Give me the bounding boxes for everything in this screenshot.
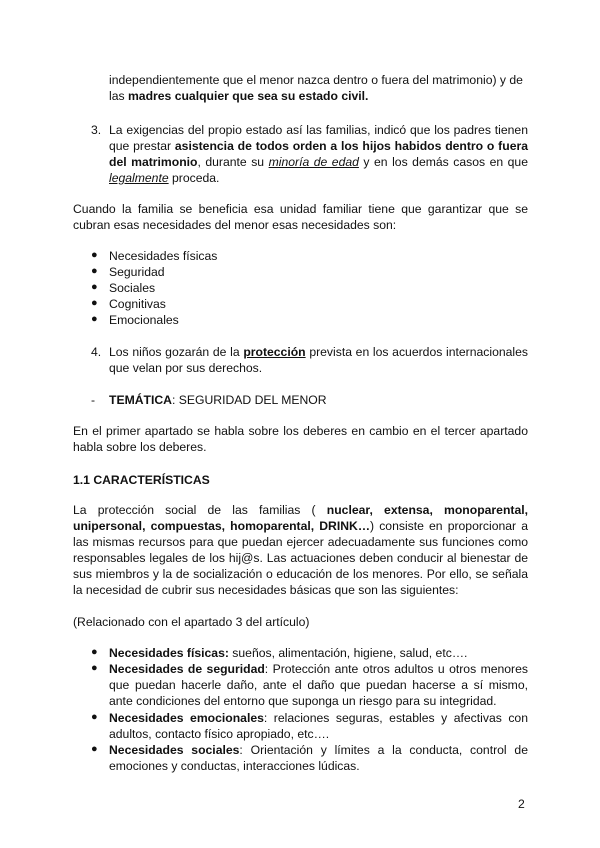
bullet-icon: ●	[91, 743, 98, 755]
dash-marker: -	[91, 393, 96, 407]
needs-detail-text: : Protección ante otros adultos u otros menores que puedan hacerle daño, ante el daño que puedan hacerse a sí mismo, ante condiciones del entorno que suponga un riesgo para su integridad.	[109, 662, 528, 708]
needs-detail-label: Necesidades físicas:	[109, 646, 229, 660]
item4-text-1: Los niños gozarán de la	[109, 345, 244, 359]
item3-text	[109, 122, 528, 186]
item3-italic-minoria: minoría de edad	[268, 155, 359, 169]
needs-detail-text: : Orientación y límites a la conducta, control de emociones y conductas, interacciones lúdicas.	[109, 743, 528, 773]
list-item: Seguridad	[109, 265, 165, 279]
item4-text	[109, 344, 528, 376]
paragraph-primer: En el primer apartado se habla sobre los deberes en cambio en el tercer apartado habla sobre los deberes.	[73, 424, 528, 454]
tematica-text: : SEGURIDAD DEL MENOR	[171, 393, 327, 407]
needs-detail-text: sueños, alimentación, higiene, salud, etc….	[228, 646, 468, 660]
paragraph-relacionado: (Relacionado con el apartado 3 del artículo)	[73, 615, 310, 629]
item4-number: 4.	[91, 345, 102, 359]
bullet-icon: ●	[91, 646, 98, 658]
needs-detail-label: Necesidades de seguridad	[109, 662, 265, 676]
bullet-icon: ●	[91, 249, 98, 261]
needs-detail-label: Necesidades emocionales	[109, 711, 264, 725]
list-item: Emocionales	[109, 313, 179, 327]
needs-detail-text: : relaciones seguras, estables y afectivas con adultos, contacto físico apropiado, etc….	[109, 711, 528, 741]
section-heading: 1.1 CARACTERÍSTICAS	[73, 473, 210, 487]
needs-detail-item	[109, 710, 528, 742]
list-item: Sociales	[109, 281, 156, 295]
tematica-label: TEMÁTICA	[109, 393, 172, 407]
page-number: 2	[518, 797, 525, 811]
item3-text-4: proceda.	[168, 171, 220, 185]
item2-line1: independientemente que el menor nazca dentro o fuera del matrimonio) y de	[109, 73, 523, 87]
item3-text-2: , durante su	[197, 155, 269, 169]
proteccion-text-2: ) consiste en proporcionar a las mismas recursos para que puedan ejercer adecuadamente sus funciones como responsables legales de los hij@s. Las actuaciones deben conducir al bienestar de sus miembros y la de socialización o educación de los menores. Por ello, se señala la necesidad de cubrir sus necesidades básicas que son las siguientes:	[73, 519, 529, 597]
bullet-icon: ●	[91, 313, 98, 325]
item2-continuation	[109, 72, 528, 104]
bullet-icon: ●	[91, 662, 98, 674]
needs-detail-label: Necesidades sociales	[109, 743, 240, 757]
needs-detail-item	[109, 742, 528, 774]
proteccion-bold: nuclear, extensa, monoparental, unipersonal, compuestas, homoparental, DRINK…	[73, 503, 528, 533]
needs-detail-item	[109, 661, 528, 709]
item3-text-3: y en los demás casos en que	[358, 155, 528, 169]
item3-bold: asistencia de todos orden a los hijos habidos dentro o fuera del matrimonio	[109, 139, 528, 169]
tematica-line	[109, 392, 327, 408]
item3-number: 3.	[91, 123, 102, 137]
paragraph-cuando: Cuando la familia se beneficia esa unidad familiar tiene que garantizar que se cubran esas necesidades del menor esas necesidades son:	[73, 202, 528, 232]
bullet-icon: ●	[91, 297, 98, 309]
item4-bold-underline: protección	[243, 345, 306, 359]
item2-line2-prefix: las	[109, 89, 128, 103]
needs-detail-item	[109, 645, 528, 661]
list-item: Cognitivas	[109, 297, 166, 311]
item4-text-2: prevista en los acuerdos internacionales que velan por sus derechos.	[109, 345, 528, 375]
list-item: Necesidades físicas	[109, 249, 218, 263]
proteccion-text-1: La protección social de las familias (	[73, 503, 327, 517]
bullet-icon: ●	[91, 711, 98, 723]
paragraph-proteccion	[73, 502, 528, 598]
bullet-icon: ●	[91, 265, 98, 277]
item3-italic-legalmente: legalmente	[109, 171, 169, 185]
item2-line2-bold: madres cualquier que sea su estado civil.	[127, 89, 369, 103]
bullet-icon: ●	[91, 281, 98, 293]
item3-text-1: La exigencias del propio estado así las familias, indicó que los padres tienen que prestar	[109, 123, 528, 153]
